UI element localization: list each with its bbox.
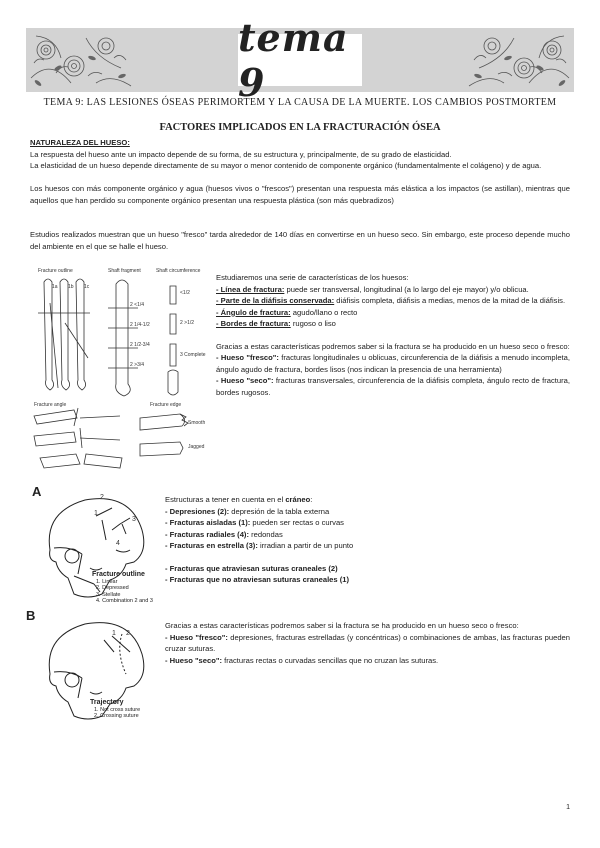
title-box (238, 15, 362, 105)
item-label: - Parte de la diáfisis conservada: (216, 296, 335, 305)
figure-label: 2 >3/4 (130, 362, 145, 368)
intro-keyword: cráneo (285, 495, 311, 504)
bone-item-fresh (216, 352, 570, 375)
figure-letter: B (26, 608, 36, 623)
legend-item: 2. Depressed (96, 585, 129, 591)
bone-item-edges (216, 318, 570, 330)
legend-title: Fracture outline (92, 571, 145, 578)
intro-text: Estructuras a tener en cuenta en el (165, 495, 286, 504)
skull-item-fresh (165, 632, 570, 655)
skull-item-cross-sutures: - Fracturas que atraviesan suturas craneales (2) (165, 563, 338, 573)
item-label: - Hueso "seco": (165, 655, 222, 665)
skull-item-depressions (165, 506, 570, 518)
figure-label: Fracture edge (150, 402, 182, 408)
skull-item-stellate (165, 540, 570, 552)
section-title: FACTORES IMPLICADOS EN LA FRACTURACIÓN ÓSEA (159, 122, 441, 133)
figure-label: 2 <1/4 (130, 302, 145, 308)
floral-decoration-left (26, 28, 136, 92)
item-label: - Línea de fractura: (216, 284, 285, 294)
topic-subtitle: TEMA 9: LAS LESIONES ÓSEAS PERIMORTEM Y LA CAUSA DE LA MUERTE. LOS CAMBIOS POSTMORTEM (43, 97, 557, 108)
figure-label: 3 Complete (180, 352, 206, 358)
item-label: - Fracturas aisladas (1): (165, 518, 251, 527)
skull-figure-b (26, 608, 160, 727)
skull-fresh-dry (165, 620, 570, 666)
floral-decoration-right (464, 28, 574, 92)
figure-label: Jagged (188, 444, 205, 450)
item-label: - Hueso "fresco": (216, 353, 279, 362)
item-label: - Bordes de fractura: (216, 319, 291, 328)
item-label: - Hueso "seco": (216, 376, 274, 385)
item-label: - Fracturas en estrella (3): (165, 541, 258, 550)
skull-intro (165, 494, 570, 506)
item-text: redondas (248, 529, 283, 539)
figure-number: 4 (116, 540, 120, 547)
skull-structures (165, 494, 570, 586)
nature-paragraph-1: La respuesta del hueso ante un impacto depende de su forma, de su estructura y, principalmente, de su grado de elasticidad. (30, 150, 452, 159)
long-bone-fracture-figure (30, 268, 210, 483)
legend-item: 2. Crossing suture (94, 713, 139, 719)
item-text: fracturas longitudinales u oblicuas, circunferencia de la diáfisis a menudo incompleta, ángulo agudo de fractura, bordes lisos (nos indican la presencia de una herramienta) (216, 353, 570, 374)
item-text: pueden ser rectas o curvas (250, 518, 344, 527)
intro-colon: : (310, 495, 313, 504)
figure-label: Fracture outline (38, 268, 73, 274)
item-label: - Depresiones (2): (165, 506, 230, 516)
figure-label: 1a (52, 284, 58, 290)
figure-label: Smooth (188, 420, 206, 426)
item-text: rugoso o liso (290, 319, 336, 328)
figure-number: 2 (126, 630, 130, 637)
skull-figure-a (30, 484, 160, 605)
page-number: 1 (566, 804, 570, 811)
figure-number: 2 (100, 494, 104, 501)
item-label: - Ángulo de fractura: (216, 307, 291, 317)
legend-item: 1. Linear (96, 578, 118, 585)
nature-paragraph-2: La elasticidad de un hueso depende directamente de su mayor o menor contenido de componente orgánico (fundamentalmente el colágeno) y de agua. (30, 161, 542, 170)
bone-intro: Estudiaremos una serie de características de los huesos: (216, 273, 409, 282)
figure-label: <1/2 (180, 290, 190, 296)
skull-item-radial (165, 529, 570, 541)
nature-paragraph-3: Los huesos con más componente orgánico y agua (huesos vivos o "frescos") presentan una respuesta más elástica a los impactos (se astillan), mientras que aquellos que han perdido su componente orgánico presentan una respuesta plástica (son más quebradizos) (30, 184, 570, 205)
figure-number: 1 (112, 630, 116, 637)
legend-item: 3. Stellate (96, 591, 121, 598)
figure-label: Fracture angle (34, 402, 67, 408)
figure-label: 1c (84, 284, 90, 290)
item-text: irradian a partir de un punto (257, 541, 354, 550)
figure-b-legend (90, 700, 140, 720)
nature-heading: NATURALEZA DEL HUESO: (30, 138, 130, 147)
figure-label: 2 1/4-1/2 (130, 322, 150, 328)
skull-item-dry (165, 655, 570, 667)
bone-item-dry (216, 375, 570, 398)
skull-paragraph-2: Gracias a estas características podremos saber si la fractura se ha producido en un hueso seco o fresco: (165, 621, 519, 630)
item-text: depresiones, fracturas estrelladas (y concéntricas) o combinaciones de ambas, las fracturas pueden cruzar suturas. (165, 632, 570, 653)
bone-item-diaphysis (216, 295, 570, 307)
figure-a-legend (92, 572, 153, 605)
item-text: fracturas transversales, circunferencia de la diáfisis completa, ángulo recto de fractura, bordes rugosos. (216, 376, 571, 397)
item-text: depresión de la tabla externa (229, 506, 330, 516)
nature-paragraph-4: Estudios realizados muestran que un hueso "fresco" tarda alrededor de 140 días en convertirse en un hueso seco. Sin embargo, este proceso depende mucho del ambiente en el que se halle el hueso. (30, 230, 570, 251)
bone-characteristics (216, 272, 570, 398)
bone-item-angle (216, 307, 570, 319)
skull-item-isolated (165, 517, 570, 529)
item-text: fracturas rectas o curvadas sencillas que no cruzan las suturas. (222, 655, 439, 665)
legend-title: Trajectory (90, 699, 124, 706)
bone-item-fracture-line (216, 284, 570, 296)
item-label: - Hueso "fresco": (165, 632, 228, 642)
figure-label: 1b (68, 284, 74, 290)
item-text: agudo/llano o recto (290, 307, 358, 317)
figure-letter: A (32, 484, 42, 499)
figure-number: 3 (132, 516, 136, 523)
item-text: puede ser transversal, longitudinal (a lo largo del eje mayor) y/o oblicua. (284, 284, 529, 294)
item-label: - Fracturas radiales (4): (165, 529, 249, 539)
figure-label: Shaft circumference (156, 268, 201, 274)
document-title: tema 9 (238, 15, 349, 105)
figure-label: 2 >1/2 (180, 320, 195, 326)
bone-paragraph-2: Gracias a estas características podremos saber si la fractura se ha producido en un hueso seco o fresco: (216, 341, 570, 351)
item-text: diáfisis completa, diáfisis a medias, menos de la mitad de la diáfisis. (334, 296, 566, 305)
skull-item-not-cross-sutures: - Fracturas que no atraviesan suturas craneales (1) (165, 575, 350, 584)
figure-number: 1 (94, 510, 98, 517)
legend-item: 4. Combination 2 and 3 (96, 598, 153, 604)
figure-label: 2 1/2-3/4 (130, 342, 150, 348)
figure-label: Shaft fragment (108, 268, 141, 274)
legend-item: 1. Not cross suture (94, 706, 141, 713)
